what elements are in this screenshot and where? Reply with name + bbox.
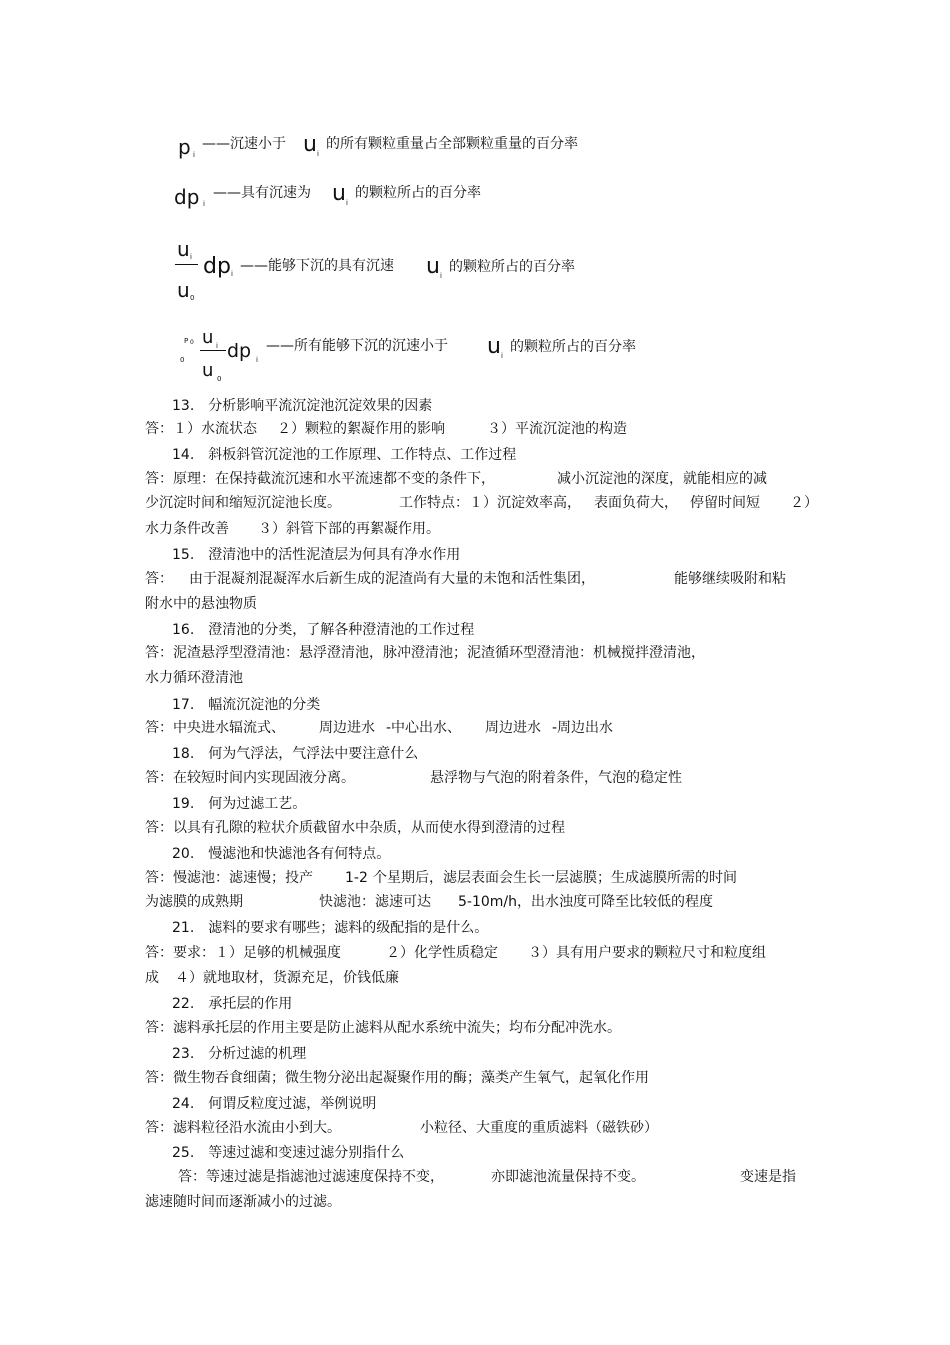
answer-text: 个星期后，滤层表面会生长一层滤膜；生成滤膜所需的时间 bbox=[373, 870, 737, 886]
answer-text: 为滤膜的成熟期 bbox=[145, 894, 243, 910]
question-18: 18. 何为气浮法，气浮法中要注意什么 bbox=[172, 746, 419, 762]
answer-text: 减小沉淀池的深度，就能相应的减 bbox=[557, 471, 767, 487]
answer-text: 成 bbox=[145, 970, 159, 986]
answer-text: 停留时间短 bbox=[690, 495, 760, 511]
subscript-0: 0 bbox=[190, 339, 194, 346]
definition-text: ——所有能够下沉的沉速小于 bbox=[266, 338, 448, 354]
subscript-i: i bbox=[216, 342, 218, 350]
definition-text: 的颗粒所占的百分率 bbox=[355, 185, 481, 201]
symbol-u: u bbox=[303, 132, 317, 157]
subscript-i: i bbox=[193, 151, 195, 159]
answer-text: ３）斜管下部的再絮凝作用。 bbox=[258, 521, 440, 537]
symbol-u: u bbox=[426, 254, 440, 279]
answer-text: 答：微生物吞食细菌；微生物分泌出起凝聚作用的酶；藻类产生氧气，起氧化作用 bbox=[145, 1070, 649, 1086]
integral-lower-limit: 0 bbox=[180, 356, 185, 364]
definition-text: 的颗粒所占的百分率 bbox=[449, 259, 575, 275]
fraction-denominator: u bbox=[177, 278, 190, 302]
subscript-i: i bbox=[203, 200, 205, 208]
question-20: 20. 慢滤池和快滤池各有何特点。 bbox=[172, 846, 391, 862]
symbol-u: u bbox=[332, 181, 346, 206]
answer-text: 答：滤料承托层的作用主要是防止滤料从配水系统中流失；均布分配冲洗水。 bbox=[145, 1020, 621, 1036]
subscript-0: 0 bbox=[217, 375, 222, 383]
answer-text: 答：中央进水辐流式、 bbox=[145, 720, 285, 736]
answer-text: 答：以具有孔隙的粒状介质截留水中杂质，从而使水得到澄清的过程 bbox=[145, 820, 565, 836]
fraction-numerator: u bbox=[202, 327, 214, 348]
answer-text: ２）化学性质稳定 bbox=[386, 945, 498, 961]
answer-text: 5-10m/h，出水浊度可降至比较低的程度 bbox=[458, 894, 714, 910]
definition-text: 的颗粒所占的百分率 bbox=[510, 339, 636, 355]
answer-text: 答：在较短时间内实现固液分离。 bbox=[145, 770, 355, 786]
symbol-p: p bbox=[178, 135, 191, 159]
subscript-i: i bbox=[231, 270, 233, 278]
integral-upper-limit: P bbox=[184, 337, 189, 345]
question-25: 25. 等速过滤和变速过滤分别指什么 bbox=[172, 1145, 405, 1161]
answer-text: ３）具有用户要求的颗粒尺寸和粒度组 bbox=[528, 945, 766, 961]
answer-text: 1-2 bbox=[345, 870, 368, 886]
answer-text: -中心出水、 bbox=[386, 720, 462, 736]
question-15: 15. 澄清池中的活性泥渣层为何具有净水作用 bbox=[172, 547, 461, 563]
answer-text: ３）平流沉淀池的构造 bbox=[487, 421, 627, 437]
answer-text: 快滤池：滤速可达 bbox=[319, 894, 431, 910]
answer-text: ２） bbox=[790, 495, 818, 511]
subscript-0: 0 bbox=[190, 294, 195, 302]
symbol-u: u bbox=[487, 334, 501, 359]
answer-text: 周边进水 bbox=[485, 720, 541, 736]
answer-text: ４）就地取材，货源充足，价钱低廉 bbox=[175, 970, 399, 986]
answer-text: 变速是指 bbox=[740, 1169, 796, 1185]
answer-text: 答：原理：在保持截流沉速和水平流速都不变的条件下， bbox=[145, 471, 495, 487]
symbol-dp: dp bbox=[174, 185, 200, 209]
question-24: 24. 何谓反粒度过滤，举例说明 bbox=[172, 1096, 377, 1112]
answer-text: ２）颗粒的絮凝作用的影响 bbox=[277, 421, 445, 437]
subscript-i: i bbox=[440, 272, 442, 280]
definition-text: ——具有沉速为 bbox=[213, 185, 311, 201]
subscript-i: i bbox=[190, 253, 192, 261]
answer-text: 能够继续吸附和粘 bbox=[674, 571, 786, 587]
answer-text: 周边进水 bbox=[319, 720, 375, 736]
answer-text: 答：泥渣悬浮型澄清池：悬浮澄清池，脉冲澄清池；泥渣循环型澄清池：机械搅拌澄清池， bbox=[145, 645, 705, 661]
answer-text: 答：要求：１）足够的机械强度 bbox=[145, 945, 341, 961]
question-21: 21. 滤料的要求有哪些；滤料的级配指的是什么。 bbox=[172, 920, 489, 936]
answer-text: 少沉淀时间和缩短沉淀池长度。 bbox=[145, 495, 341, 511]
question-14: 14. 斜板斜管沉淀池的工作原理、工作特点、工作过程 bbox=[172, 447, 517, 463]
answer-text: 答：等速过滤是指滤池过滤速度保持不变， bbox=[178, 1169, 444, 1185]
answer-text: 水力条件改善 bbox=[145, 521, 229, 537]
answer-text: 答： bbox=[145, 571, 173, 587]
fraction-bar bbox=[200, 350, 226, 351]
question-17: 17. 幅流沉淀池的分类 bbox=[172, 697, 321, 713]
answer-text: 由于混凝剂混凝浑水后新生成的泥渣尚有大量的未饱和活性集团， bbox=[189, 571, 595, 587]
definition-text: 的所有颗粒重量占全部颗粒重量的百分率 bbox=[326, 136, 578, 152]
question-19: 19. 何为过滤工艺。 bbox=[172, 796, 307, 812]
symbol-dp: dp bbox=[203, 254, 231, 279]
symbol-dp: dp bbox=[227, 340, 252, 362]
subscript-i: i bbox=[346, 199, 348, 207]
answer-text: 答：滤料粒径沿水流由小到大。 bbox=[145, 1120, 341, 1136]
subscript-i: i bbox=[501, 352, 503, 360]
answer-text: 工作特点：１）沉淀效率高， bbox=[399, 495, 581, 511]
question-23: 23. 分析过滤的机理 bbox=[172, 1046, 307, 1062]
answer-text: 答：１）水流状态 bbox=[145, 421, 257, 437]
answer-text: 水力循环澄清池 bbox=[145, 670, 243, 686]
definition-text: ——能够下沉的具有沉速 bbox=[240, 258, 394, 274]
answer-text: -周边出水 bbox=[552, 720, 614, 736]
question-16: 16. 澄清池的分类，了解各种澄清池的工作过程 bbox=[172, 622, 475, 638]
definition-text: ——沉速小于 bbox=[202, 136, 286, 152]
answer-text: 小粒径、大重度的重质滤料（磁铁砂） bbox=[420, 1120, 658, 1136]
answer-text: 答：慢滤池：滤速慢；投产 bbox=[145, 870, 313, 886]
fraction-bar bbox=[175, 264, 198, 265]
question-13: 13. 分析影响平流沉淀池沉淀效果的因素 bbox=[172, 398, 433, 414]
answer-text: 悬浮物与气泡的附着条件，气泡的稳定性 bbox=[430, 770, 682, 786]
subscript-i: i bbox=[256, 356, 258, 364]
subscript-i: i bbox=[317, 150, 319, 158]
answer-text: 滤速随时间而逐渐减小的过滤。 bbox=[145, 1194, 341, 1210]
answer-text: 附水中的悬浊物质 bbox=[145, 596, 257, 612]
fraction-denominator: u bbox=[202, 360, 214, 381]
fraction-numerator: u bbox=[177, 237, 190, 261]
answer-text: 亦即滤池流量保持不变。 bbox=[491, 1169, 645, 1185]
answer-text: 表面负荷大， bbox=[594, 495, 678, 511]
question-22: 22. 承托层的作用 bbox=[172, 996, 293, 1012]
